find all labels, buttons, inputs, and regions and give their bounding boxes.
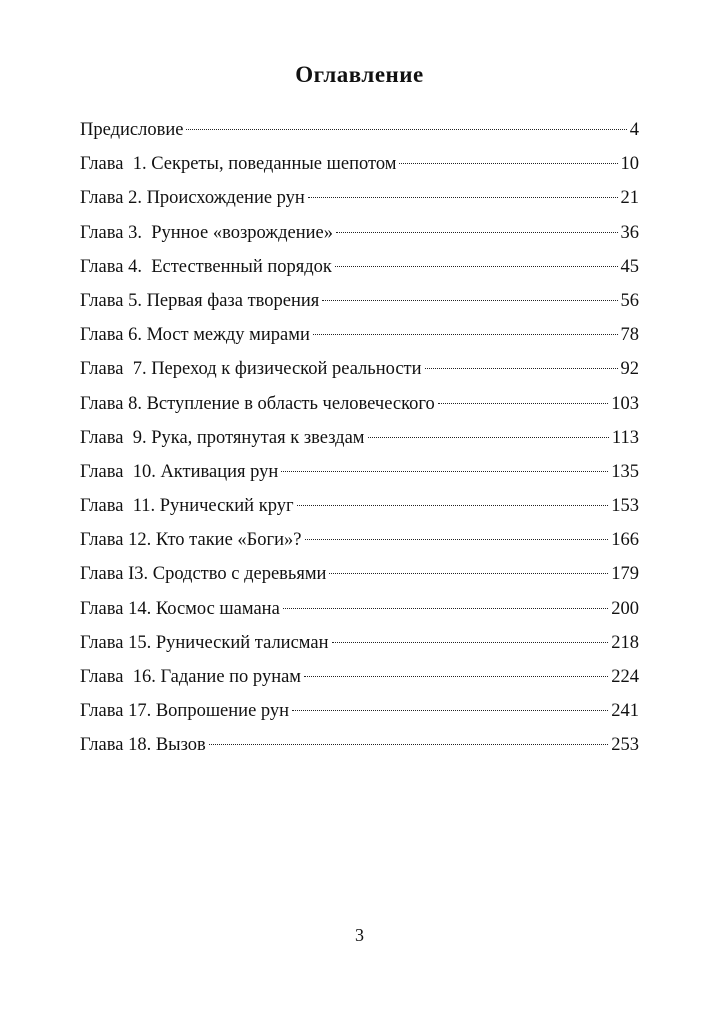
toc-entry xyxy=(80,424,639,458)
toc-entry xyxy=(80,219,639,253)
dot-leader xyxy=(368,437,609,438)
dot-leader xyxy=(438,403,608,404)
dot-leader xyxy=(281,471,608,472)
toc-entry-label: Глава 10. Активация рун xyxy=(80,461,279,482)
toc-entry-label: Глава 8. Вступление в область человеческого xyxy=(80,393,435,414)
toc-entry-page: 56 xyxy=(620,290,639,311)
toc-entry xyxy=(80,390,639,424)
dot-leader xyxy=(425,368,618,369)
toc-entry-page: 4 xyxy=(629,120,639,140)
toc-entry xyxy=(80,560,639,594)
toc-entry-label: Глава 15. Рунический талисман xyxy=(80,632,329,653)
toc-entry xyxy=(80,697,639,731)
dot-leader xyxy=(304,676,608,677)
toc-entry-label: Глава 14. Космос шамана xyxy=(80,598,280,619)
dot-leader xyxy=(336,232,618,233)
toc-entry-label: Глава 9. Рука, протянутая к звездам xyxy=(80,427,365,448)
table-of-contents xyxy=(80,116,639,766)
toc-entry-label: Глава 18. Вызов xyxy=(80,735,206,756)
toc-entry-page: 78 xyxy=(620,325,639,346)
toc-entry-page: 253 xyxy=(611,735,639,756)
toc-entry xyxy=(80,321,639,355)
dot-leader xyxy=(297,505,609,506)
dot-leader xyxy=(186,129,626,130)
dot-leader xyxy=(399,163,617,164)
toc-entry-label: Глава 11. Рунический круг xyxy=(80,496,294,517)
dot-leader xyxy=(305,539,609,540)
toc-entry-label: Глава I3. Сродство с деревьями xyxy=(80,564,327,585)
toc-entry-page: 166 xyxy=(611,530,639,551)
toc-entry-page: 103 xyxy=(611,393,639,414)
toc-entry-page: 224 xyxy=(611,667,639,687)
dot-leader xyxy=(283,608,608,609)
toc-entry-page: 113 xyxy=(611,427,639,448)
toc-entry-label: Глава 17. Вопрошение рун xyxy=(80,701,290,722)
dot-leader xyxy=(313,334,618,335)
dot-leader xyxy=(335,266,618,267)
toc-entry-label: Глава 4. Естественный порядок xyxy=(80,256,332,277)
toc-entry xyxy=(80,458,639,492)
toc-entry-page: 153 xyxy=(611,496,639,517)
toc-entry xyxy=(80,116,639,150)
toc-entry xyxy=(80,355,639,389)
toc-entry xyxy=(80,150,639,184)
toc-entry xyxy=(80,526,639,560)
toc-entry-page: 179 xyxy=(611,564,639,585)
toc-entry-page: 218 xyxy=(611,632,639,653)
toc-entry-page: 45 xyxy=(620,256,639,277)
toc-entry xyxy=(80,492,639,526)
toc-entry xyxy=(80,663,639,697)
toc-entry xyxy=(80,184,639,218)
toc-entry-page: 200 xyxy=(611,598,639,619)
toc-entry-label: Предисловие xyxy=(80,120,184,140)
toc-entry-label: Глава 7. Переход к физической реальности xyxy=(80,359,422,380)
toc-entry xyxy=(80,731,639,765)
toc-entry-label: Глава 1. Секреты, поведанные шепотом xyxy=(80,154,397,175)
toc-entry xyxy=(80,253,639,287)
toc-entry-page: 135 xyxy=(611,461,639,482)
toc-entry-label: Глава 2. Происхождение рун xyxy=(80,188,305,209)
page-title: Оглавление xyxy=(295,62,424,87)
dot-leader xyxy=(329,573,608,574)
toc-entry xyxy=(80,629,639,663)
toc-entry-label: Глава 12. Кто такие «Боги»? xyxy=(80,530,302,551)
toc-entry-page: 10 xyxy=(620,154,639,175)
dot-leader xyxy=(292,710,608,711)
toc-entry-label: Глава 6. Мост между мирами xyxy=(80,325,310,346)
page-number: 3 xyxy=(355,925,364,945)
dot-leader xyxy=(209,744,608,745)
toc-entry-page: 36 xyxy=(620,222,639,243)
toc-entry xyxy=(80,595,639,629)
toc-entry-page: 92 xyxy=(620,359,639,380)
toc-entry-label: Глава 5. Первая фаза творения xyxy=(80,290,320,311)
toc-entry xyxy=(80,287,639,321)
dot-leader xyxy=(332,642,609,643)
dot-leader xyxy=(322,300,617,301)
toc-entry-page: 21 xyxy=(620,188,639,209)
toc-entry-label: Глава 3. Рунное «возрождение» xyxy=(80,222,333,243)
dot-leader xyxy=(308,197,618,198)
toc-entry-label: Глава 16. Гадание по рунам xyxy=(80,667,302,687)
toc-entry-page: 241 xyxy=(611,701,639,722)
